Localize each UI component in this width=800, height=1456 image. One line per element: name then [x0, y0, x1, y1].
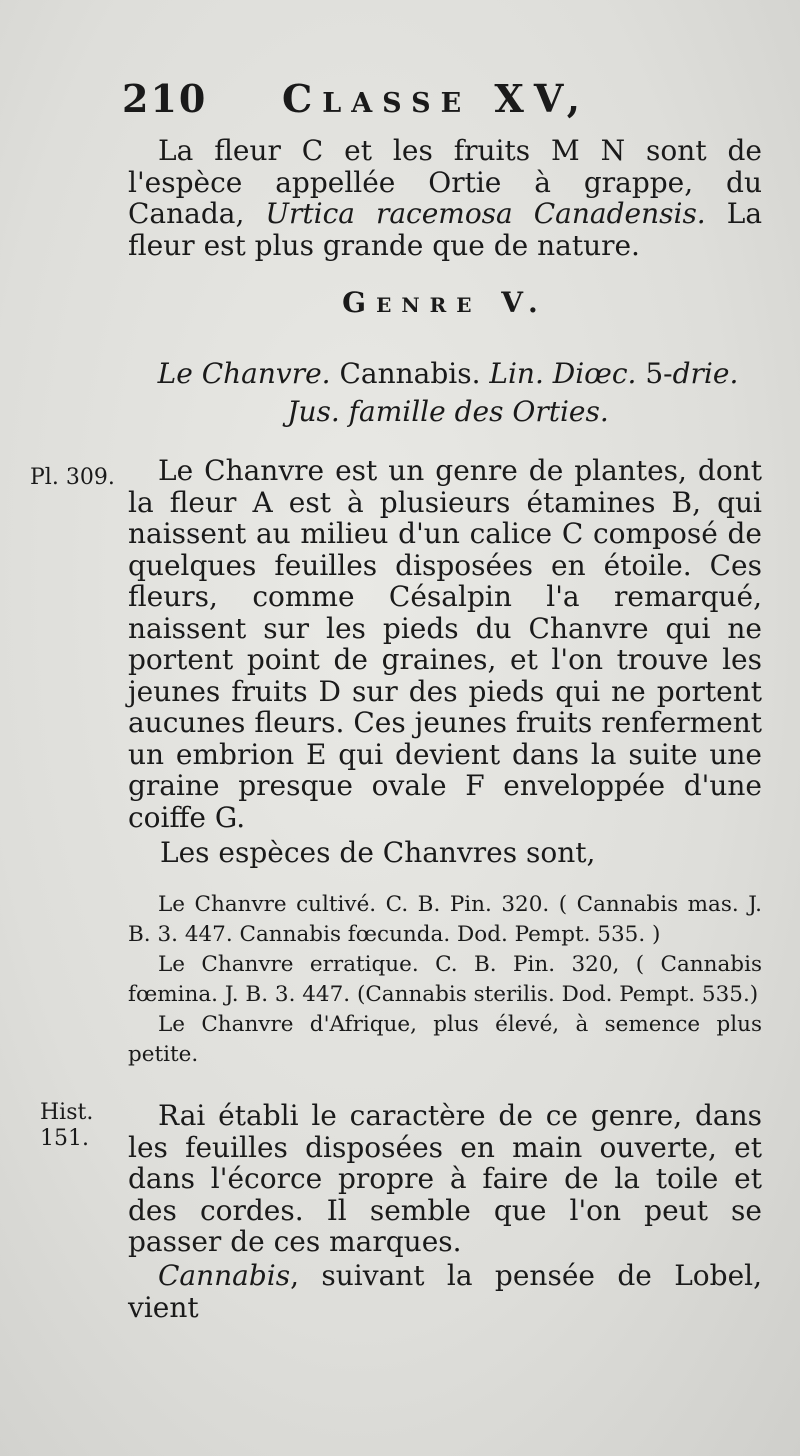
paragraph-urtica — [128, 135, 762, 261]
text: Cannabis. — [330, 357, 490, 390]
text: Rai établi le caractère de ce genre, dans les feuilles disposées en main ouverte, et dans l'écorce propre à faire de la toile et des cordes. Il semble que l'on peut se passer de ces marques. — [128, 1099, 762, 1258]
latin-name: Cannabis — [158, 1259, 291, 1292]
margin-note-plate: Pl. 309. — [30, 465, 115, 490]
page-header — [122, 76, 682, 126]
text: Le Chanvre est un genre de plantes, dont la fleur A est à plusieurs étamines B, qui naissent au milieu d'un calice C composé de quelques feuilles disposées en étoile. Ces fleurs, comme Césalpin l'a remarqué, naissent sur les pieds du Chanvre qui ne portent point de graines, et l'on trouve les jeunes fruits D sur des pieds qui ne portent aucunes fleurs. Ces jeunes fruits renferment un embrion E qui devient dans la suite une graine presque ovale F enveloppée d'une coiffe G. — [128, 454, 762, 834]
text: , suivant la pensée de Lobel, vient — [128, 1259, 762, 1324]
genre-subtitle — [128, 355, 768, 431]
text: Le Chanvre. — [157, 357, 331, 390]
text: Lin. Diœc. — [489, 357, 646, 390]
species-item: Le Chanvre d'Afrique, plus élevé, à semence plus petite. — [128, 1012, 762, 1067]
species-heading: Les espèces de Chanvres sont, — [160, 836, 596, 869]
text: La fleur est plus grande que de nature. — [128, 197, 763, 262]
text: drie. Jus. famille des Orties. — [287, 357, 739, 428]
text: Hist. — [40, 1100, 94, 1125]
text: 151. — [40, 1126, 89, 1151]
paragraph-cannabis — [128, 1260, 762, 1323]
species-item: Le Chanvre erratique. C. B. Pin. 320, ( Cannabis fœmina. J. B. 3. 447. (Cannabis sterilis. Dod. Pempt. 535.) — [128, 952, 762, 1007]
latin-name: Urtica racemosa Canadensis. — [265, 197, 706, 230]
species-list — [128, 890, 762, 1070]
margin-note-hist — [40, 1100, 130, 1152]
text: La fleur C et les fruits M N sont de l'espèce appellée Ortie à grappe, du Canada, — [128, 134, 762, 230]
text: 5- — [645, 357, 673, 390]
species-item: Le Chanvre cultivé. C. B. Pin. 320. ( Cannabis mas. J. B. 3. 447. Cannabis fœcunda. Dod. Pempt. 535. ) — [128, 892, 762, 947]
paragraph-rai — [128, 1100, 762, 1258]
genre-heading: Genre V. — [342, 286, 548, 319]
page-number: 210 — [122, 76, 208, 121]
class-title: Classe XV, — [282, 76, 590, 121]
paragraph-description — [128, 455, 762, 833]
